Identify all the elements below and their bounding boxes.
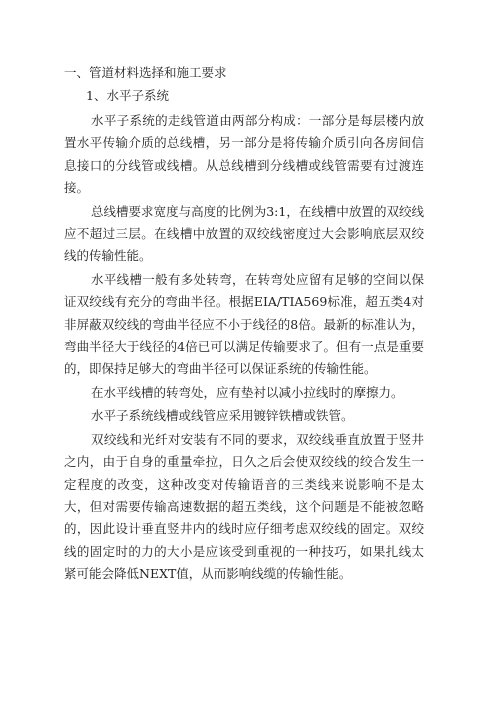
paragraph-2: 总线槽要求宽度与高度的比例为3:1，在线槽中放置的双绞线应不超过三层。在线槽中放置的双绞线密度过大会影响底层双绞线的传输性能。 bbox=[64, 203, 424, 264]
paragraph-4: 在水平线槽的转弯处，应有垫衬以减小拉线时的摩擦力。 bbox=[91, 384, 404, 400]
paragraph-6: 双绞线和光纤对安装有不同的要求，双绞线垂直放置于竖井之内，由于自身的重量牵拉，日久之后会使双绞线的绞合发生一定程度的改变，这种改变对传输语音的三类线来说影响不是太大，但对需要传输高速数据的超五类线，这个问题是不能被忽略的，因此设计垂直竖井内的线时应仔细考虑双绞线的固定。双绞线的固定时的力的大小是应该受到重视的一种技巧，如果扎线太紧可能会降低NEXT值，从而影响线缆的传输性能。 bbox=[64, 431, 424, 582]
paragraph-3: 水平线槽一般有多处转弯，在转弯处应留有足够的空间以保证双绞线有充分的弯曲半径。根据EIA/TIA569标准，超五类4对非屏蔽双绞线的弯曲半径应不小于线径的8倍。最新的标准认为，弯曲半径大于线径的4倍已可以满足传输要求了。但有一点是重要的，即保持足够大的弯曲半径可以保证系统的传输性能。 bbox=[64, 271, 424, 377]
document-body bbox=[64, 64, 424, 587]
paragraph-5: 水平子系统线槽或线管应采用镀锌铁槽或铁管。 bbox=[91, 408, 354, 424]
subsection-heading: 1、水平子系统 bbox=[86, 88, 169, 103]
paragraph-1: 水平子系统的走线管道由两部分构成：一部分是每层楼内放置水平传输介质的总线槽，另一部分是将传输介质引向各房间信息接口的分线管或线槽。从总线槽到分线槽或线管需要有过渡连接。 bbox=[64, 113, 424, 196]
section-heading: 一、管道材料选择和施工要求 bbox=[64, 65, 227, 80]
